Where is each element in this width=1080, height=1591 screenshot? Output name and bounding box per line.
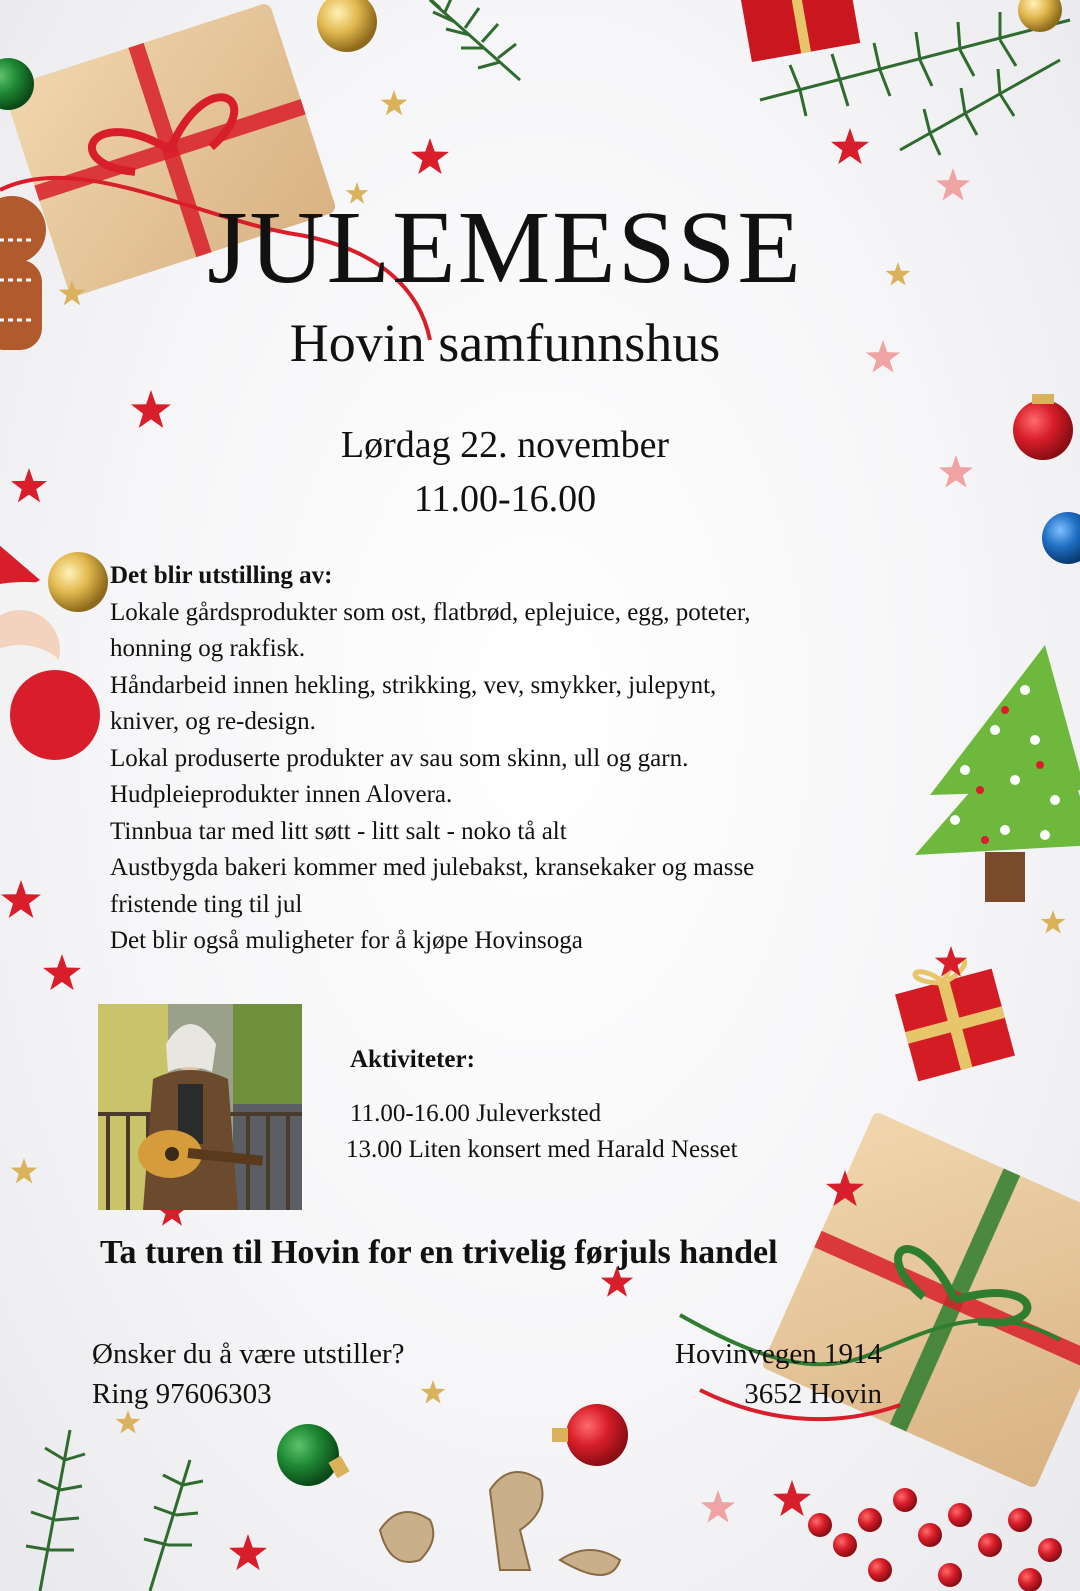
star-icon — [1041, 910, 1066, 934]
activities — [346, 1042, 738, 1168]
star-icon — [411, 138, 449, 174]
exhibition-line: Tinnbua tar med litt søtt - litt salt - noko tå alt — [110, 817, 567, 845]
exhibition-list — [110, 558, 940, 960]
exhibition-line: Lokal produserte produkter av sau som skinn, ull og garn. — [110, 744, 689, 772]
venue-address — [600, 1334, 882, 1414]
pine-branch-icon — [26, 1430, 203, 1591]
activity-item: 13.00 Liten konsert med Harald Nesset — [346, 1136, 738, 1163]
event-date: Lørdag 22. november — [340, 424, 670, 466]
star-icon — [773, 1480, 811, 1516]
star-icon — [701, 1490, 735, 1523]
activity-item: 11.00-16.00 Juleverksted — [350, 1100, 602, 1127]
exhibition-line: Hudpleieprodukter innen Alovera. — [110, 781, 453, 808]
contact-question: Ønsker du å være utstiller? — [92, 1338, 405, 1370]
pine-branch-icon — [420, 0, 1070, 155]
star-icon — [229, 1534, 267, 1570]
exhibition-line: honning og rakfisk. — [110, 635, 306, 662]
star-icon — [381, 90, 408, 115]
berries-icon — [808, 1488, 1062, 1591]
gift-box-icon — [739, 0, 860, 62]
gift-box-icon — [761, 1111, 1080, 1489]
venue-name: Hovin samfunnshus — [289, 313, 721, 373]
exhibitor-contact — [92, 1334, 404, 1414]
ornament-ball-icon — [277, 1424, 339, 1486]
address-street: Hovinvegen 1914 — [675, 1338, 882, 1370]
star-icon — [421, 1380, 446, 1404]
exhibition-line: Austbygda bakeri kommer med julebakst, kransekaker og masse — [110, 854, 755, 881]
tagline: Ta turen til Hovin for en trivelig førjuls handel — [100, 1234, 778, 1271]
ornament-ball-icon — [48, 552, 108, 612]
star-icon — [43, 954, 81, 990]
ornament-cap-icon — [1032, 394, 1054, 404]
activities-heading: Aktiviteter: — [350, 1046, 475, 1073]
exhibition-line: Håndarbeid innen hekling, strikking, vev, smykker, julepynt, — [110, 671, 717, 699]
exhibition-line: fristende ting til jul — [110, 890, 303, 918]
reindeer-icon — [380, 1472, 620, 1575]
ornament-ball-icon — [1042, 512, 1080, 564]
event-date-block — [0, 418, 1010, 526]
address-city: 3652 Hovin — [744, 1378, 882, 1410]
exhibition-line: kniver, og re-design. — [110, 708, 316, 735]
exhibition-heading: Det blir utstilling av: — [110, 562, 333, 589]
event-time: 11.00-16.00 — [413, 478, 597, 520]
contact-phone: Ring 97606303 — [92, 1378, 272, 1410]
gift-box-icon — [891, 953, 1015, 1081]
star-icon — [1, 880, 41, 918]
star-icon — [831, 128, 869, 164]
exhibition-line: Lokale gårdsprodukter som ost, flatbrød, eplejuice, egg, poteter, — [110, 598, 751, 626]
star-icon — [11, 1158, 38, 1183]
ornament-ball-icon — [317, 0, 377, 52]
ornament-cap-icon — [552, 1428, 568, 1442]
ornament-ball-icon — [1013, 400, 1073, 460]
ornament-ball-icon — [1018, 0, 1062, 32]
event-title: JULEMESSE — [207, 190, 803, 305]
exhibition-line: Det blir også muligheter for å kjøpe Hovinsoga — [110, 927, 583, 954]
musician-photo — [98, 1004, 302, 1210]
